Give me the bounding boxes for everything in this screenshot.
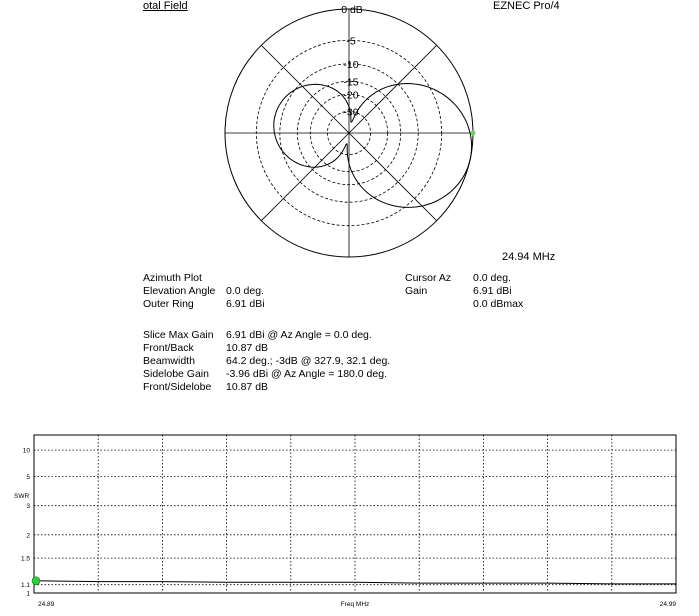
polar-ring-labels xyxy=(341,4,363,118)
swr-y-tick-label: 2 xyxy=(26,532,30,540)
stat-label: Front/Sidelobe xyxy=(143,381,212,393)
stat-label: Sidelobe Gain xyxy=(143,368,209,380)
polar-ring-label: -30 xyxy=(343,106,359,119)
info-row-azimuth-plot xyxy=(143,272,202,285)
polar-ring-label: -15 xyxy=(343,76,359,89)
cursor-marker[interactable] xyxy=(471,131,476,136)
swr-y-tick-label: 3 xyxy=(26,503,30,511)
stat-value: 6.91 dBi @ Az Angle = 0.0 deg. xyxy=(226,329,372,341)
info-label: Outer Ring xyxy=(143,298,194,310)
plot-title: otal Field xyxy=(143,0,188,12)
info-label: Elevation Angle xyxy=(143,285,216,297)
swr-y-tick-label: 1 xyxy=(26,590,30,598)
info-left xyxy=(143,272,343,312)
polar-azimuth-plot[interactable] xyxy=(0,0,699,270)
swr-y-tick-label: 1.5 xyxy=(20,555,30,563)
swr-cursor-marker[interactable] xyxy=(32,577,40,585)
pattern-statistics xyxy=(143,329,463,399)
info-value: 0.0 deg. xyxy=(473,272,511,284)
stat-value: -3.96 dBi @ Az Angle = 180.0 deg. xyxy=(226,368,387,380)
info-label: Gain xyxy=(405,285,428,297)
swr-grid xyxy=(34,435,676,593)
swr-y-tick-label: 5 xyxy=(26,474,30,482)
info-label: Cursor Az xyxy=(405,272,452,284)
info-value: 6.91 dBi xyxy=(226,298,265,310)
swr-y-tick-label: 1.1 xyxy=(20,582,30,590)
stat-label: Front/Back xyxy=(143,342,194,354)
polar-ring-label: -5 xyxy=(346,35,356,48)
swr-y-axis-label: SWR xyxy=(14,493,30,500)
stat-value: 10.87 dB xyxy=(226,381,269,393)
stat-label: Slice Max Gain xyxy=(143,329,214,341)
polar-ring-label: 0 dB xyxy=(341,4,363,16)
info-value: 0.0 deg. xyxy=(226,285,264,297)
swr-x-tick-label: 24.89 xyxy=(38,601,55,608)
info-value: 6.91 dBi xyxy=(473,285,512,297)
swr-y-tick-label: 10 xyxy=(22,447,30,455)
stat-value: 10.87 dB xyxy=(226,342,269,354)
stat-value: 64.2 deg.; -3dB @ 327.9, 32.1 deg. xyxy=(226,355,391,367)
polar-ring-label: -10 xyxy=(343,58,359,71)
swr-x-tick-label: Freq MHz xyxy=(340,601,370,608)
info-label: Azimuth Plot xyxy=(143,272,202,284)
polar-ring-label: -20 xyxy=(343,89,359,102)
info-right xyxy=(405,272,565,312)
frequency-label: 24.94 MHz xyxy=(502,251,556,263)
info-value: 0.0 dBmax xyxy=(473,298,524,310)
swr-x-tick-labels xyxy=(38,601,676,608)
swr-y-tick-labels xyxy=(21,448,30,598)
swr-x-tick-label: 24.99 xyxy=(659,601,676,608)
swr-chart[interactable] xyxy=(0,425,699,616)
stat-label: Beamwidth xyxy=(143,355,195,367)
program-name: EZNEC Pro/4 xyxy=(493,0,560,12)
